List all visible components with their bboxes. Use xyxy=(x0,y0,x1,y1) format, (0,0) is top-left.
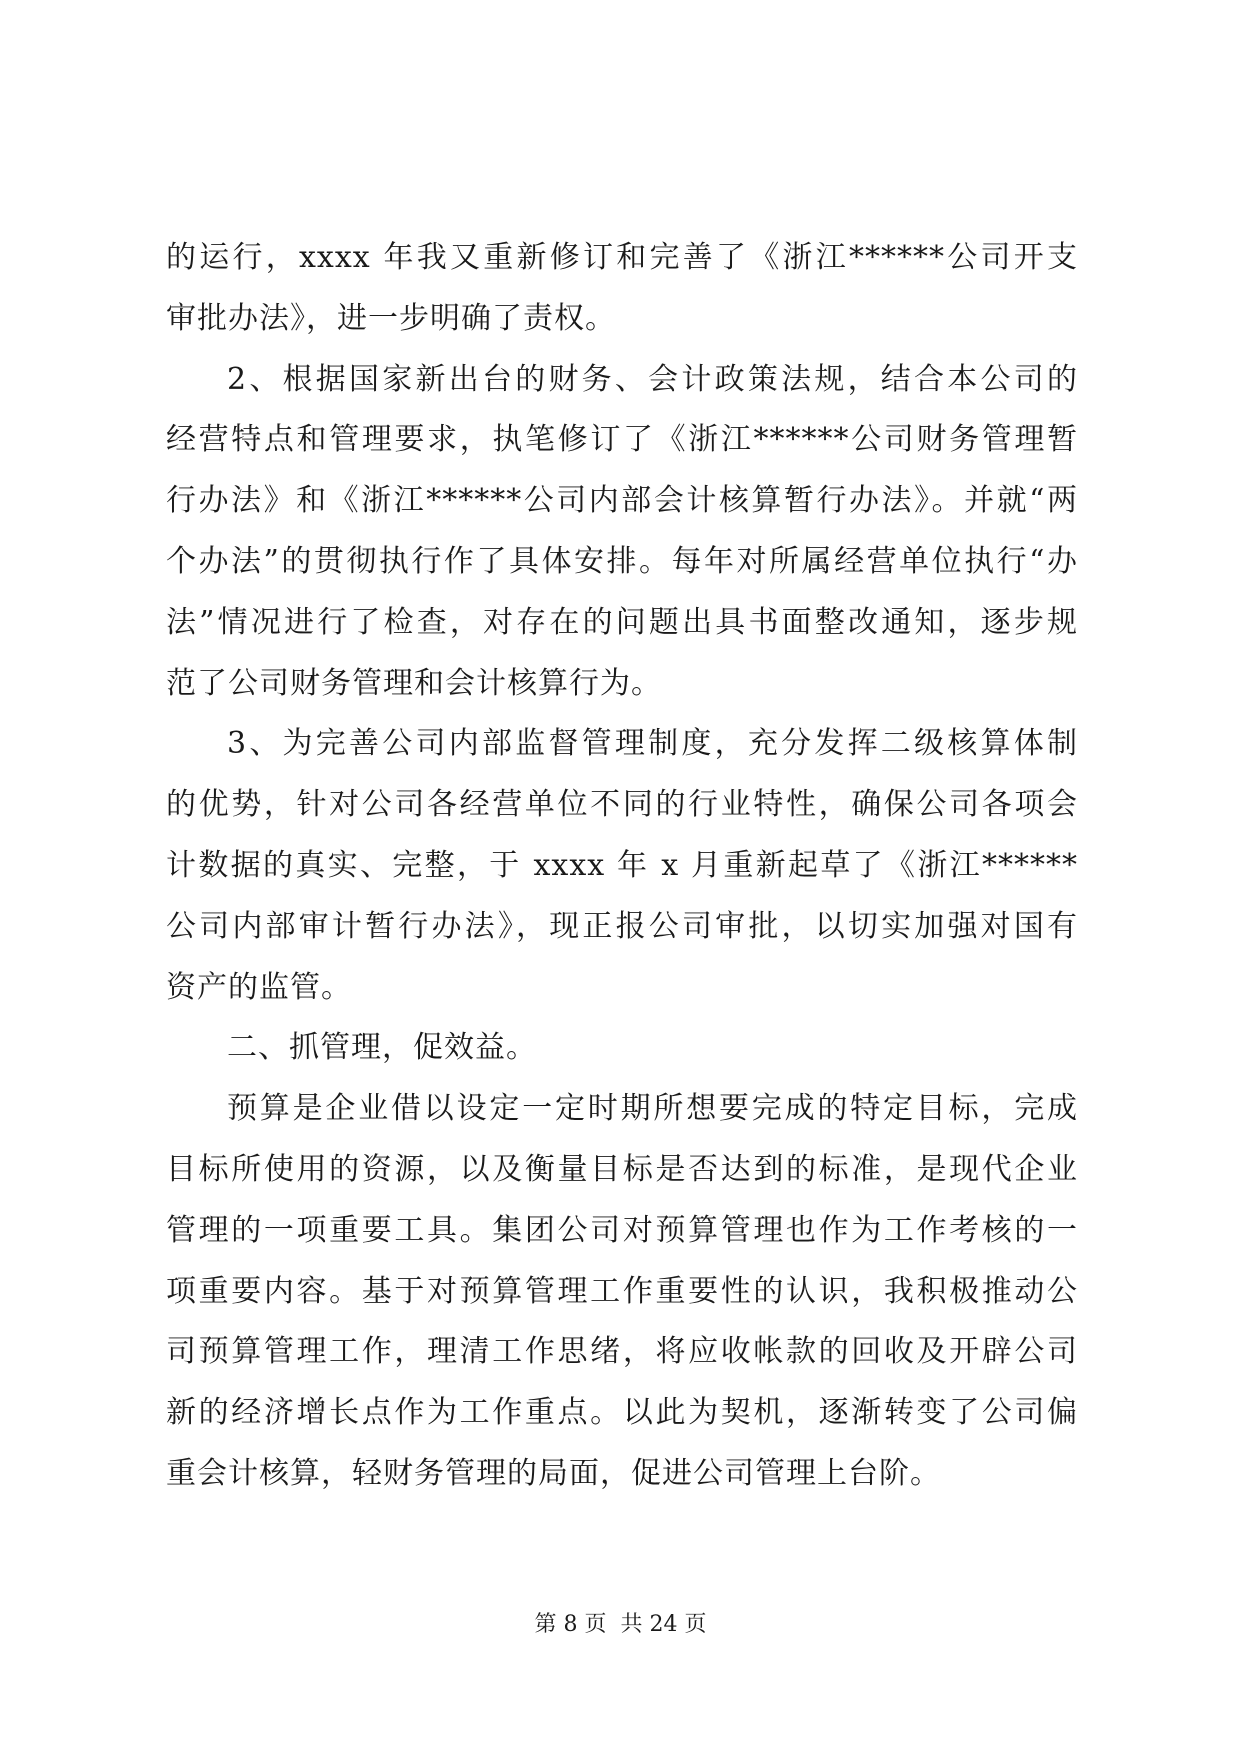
text-line: 经营特点和管理要求，执笔修订了《浙江******公司财务管理暂 xyxy=(166,422,1078,458)
page-number: 第 8 页 xyxy=(534,1612,607,1637)
text-line: 预算是企业借以设定一定时期所想要完成的特定目标，完成 xyxy=(227,1091,1078,1127)
text-line: 法”情况进行了检查，对存在的问题出具书面整改通知，逐步规 xyxy=(166,604,1078,640)
text-line: 重会计核算，轻财务管理的局面，促进公司管理上台阶。 xyxy=(166,1455,941,1491)
page-total: 共 24 页 xyxy=(620,1612,707,1637)
body-text xyxy=(166,228,1078,1505)
text-line: 司预算管理工作，理清工作思绪，将应收帐款的回收及开辟公司 xyxy=(166,1334,1078,1370)
text-line: 新的经济增长点作为工作重点。以此为契机，逐渐转变了公司偏 xyxy=(166,1395,1078,1431)
text-line: 行办法》和《浙江******公司内部会计核算暂行办法》。并就“两 xyxy=(166,483,1078,519)
text-line: 3、为完善公司内部监督管理制度，充分发挥二级核算体制 xyxy=(227,726,1078,762)
text-line: 目标所使用的资源，以及衡量目标是否达到的标准，是现代企业 xyxy=(166,1151,1078,1187)
page-footer xyxy=(0,1610,1241,1640)
text-line: 2、根据国家新出台的财务、会计政策法规，结合本公司的 xyxy=(227,361,1078,397)
text-line: 管理的一项重要工具。集团公司对预算管理也作为工作考核的一 xyxy=(166,1212,1078,1248)
text-line: 范了公司财务管理和会计核算行为。 xyxy=(166,665,662,701)
text-line: 计数据的真实、完整，于 xxxx 年 x 月重新起草了《浙江****** xyxy=(166,847,1078,883)
text-line: 二、抓管理，促效益。 xyxy=(227,1030,537,1066)
text-line: 个办法”的贯彻执行作了具体安排。每年对所属经营单位执行“办 xyxy=(166,543,1078,579)
text-line: 的优势，针对公司各经营单位不同的行业特性，确保公司各项会 xyxy=(166,787,1078,823)
text-line: 的运行，xxxx 年我又重新修订和完善了《浙江******公司开支 xyxy=(166,240,1078,275)
text-line: 公司内部审计暂行办法》，现正报公司审批，以切实加强对国有 xyxy=(166,908,1078,944)
text-line: 审批办法》，进一步明确了责权。 xyxy=(166,300,616,336)
text-line: 项重要内容。基于对预算管理工作重要性的认识，我积极推动公 xyxy=(166,1273,1078,1309)
text-line: 资产的监管。 xyxy=(166,969,352,1005)
